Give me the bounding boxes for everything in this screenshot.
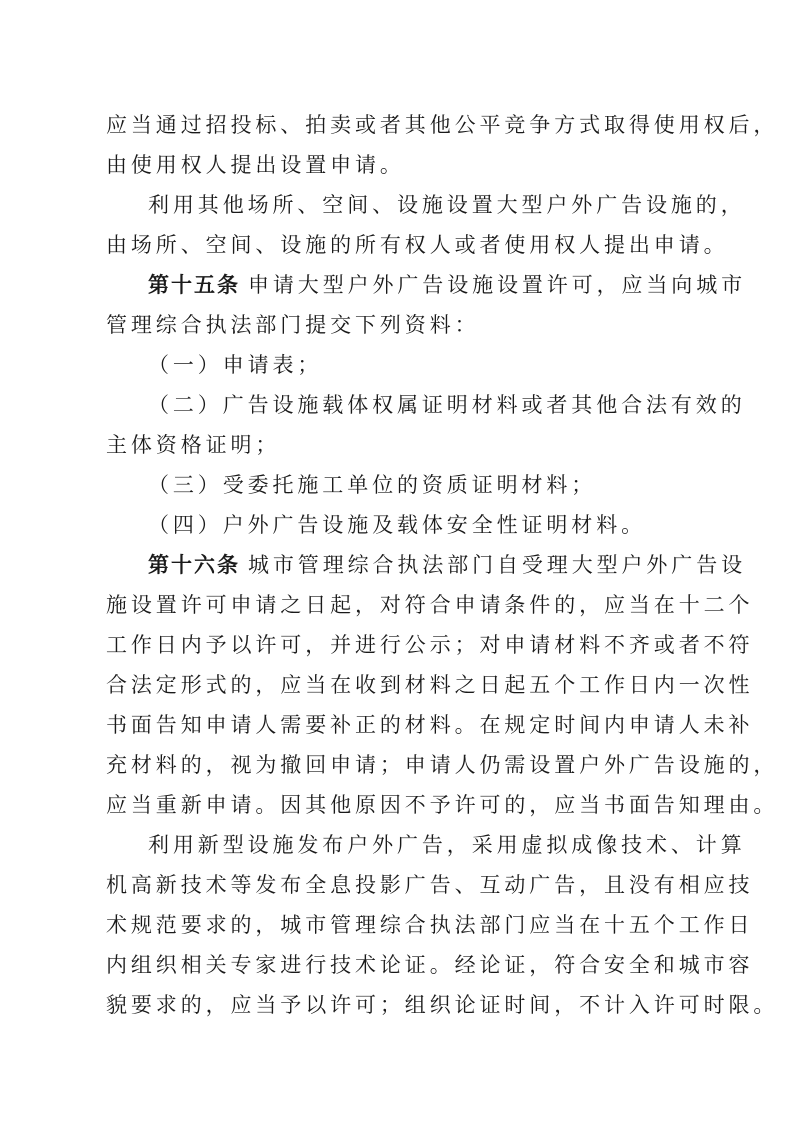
paragraph-text: 申请大型户外广告设施设置许可，应当向城市 (248, 273, 746, 297)
paragraph-line: 利用其他场所、空间、设施设置大型户外广告设施的， (148, 193, 746, 217)
list-item: （四）户外广告设施及载体安全性证明材料。 (148, 513, 646, 537)
article-15-label: 第十五条 (148, 273, 240, 297)
paragraph-line: 貌要求的，应当予以许可；组织论证时间，不计入许可时限。 (106, 993, 779, 1017)
paragraph-line: 书面告知申请人需要补正的材料。在规定时间内申请人未补 (106, 713, 754, 737)
paragraph-line: 机高新技术等发布全息投影广告、互动广告，且没有相应技 (106, 873, 754, 897)
article-16-label: 第十六条 (148, 553, 240, 577)
paragraph-line: 内组织相关专家进行技术论证。经论证，符合安全和城市容 (106, 953, 754, 977)
paragraph-line: 工作日内予以许可，并进行公示；对申请材料不齐或者不符 (106, 633, 754, 657)
article-16-first-line (148, 545, 748, 585)
paragraph-line: 由场所、空间、设施的所有权人或者使用权人提出申请。 (106, 233, 729, 257)
list-item: （三）受委托施工单位的资质证明材料； (148, 473, 597, 497)
list-item-continuation: 主体资格证明； (106, 433, 281, 457)
paragraph-line: 施设置许可申请之日起，对符合申请条件的，应当在十二个 (106, 593, 754, 617)
paragraph-line: 利用新型设施发布户外广告，采用虚拟成像技术、计算 (148, 833, 746, 857)
paragraph-line: 管理综合执法部门提交下列资料： (106, 313, 480, 337)
paragraph-text: 城市管理综合执法部门自受理大型户外广告设 (248, 553, 746, 577)
paragraph-line: 术规范要求的，城市管理综合执法部门应当在十五个工作日 (106, 913, 754, 937)
paragraph-line: 充材料的，视为撤回申请；申请人仍需设置户外广告设施的， (106, 753, 779, 777)
paragraph-line: 应当重新申请。因其他原因不予许可的，应当书面告知理由。 (106, 793, 779, 817)
paragraph-line: 合法定形式的，应当在收到材料之日起五个工作日内一次性 (106, 673, 754, 697)
paragraph-line: 由使用权人提出设置申请。 (106, 153, 405, 177)
article-15-first-line (148, 265, 748, 305)
paragraph-line: 应当通过招投标、拍卖或者其他公平竞争方式取得使用权后， (106, 113, 779, 137)
list-item: （一）申请表； (148, 353, 323, 377)
list-item: （二）广告设施载体权属证明材料或者其他合法有效的 (148, 393, 746, 417)
